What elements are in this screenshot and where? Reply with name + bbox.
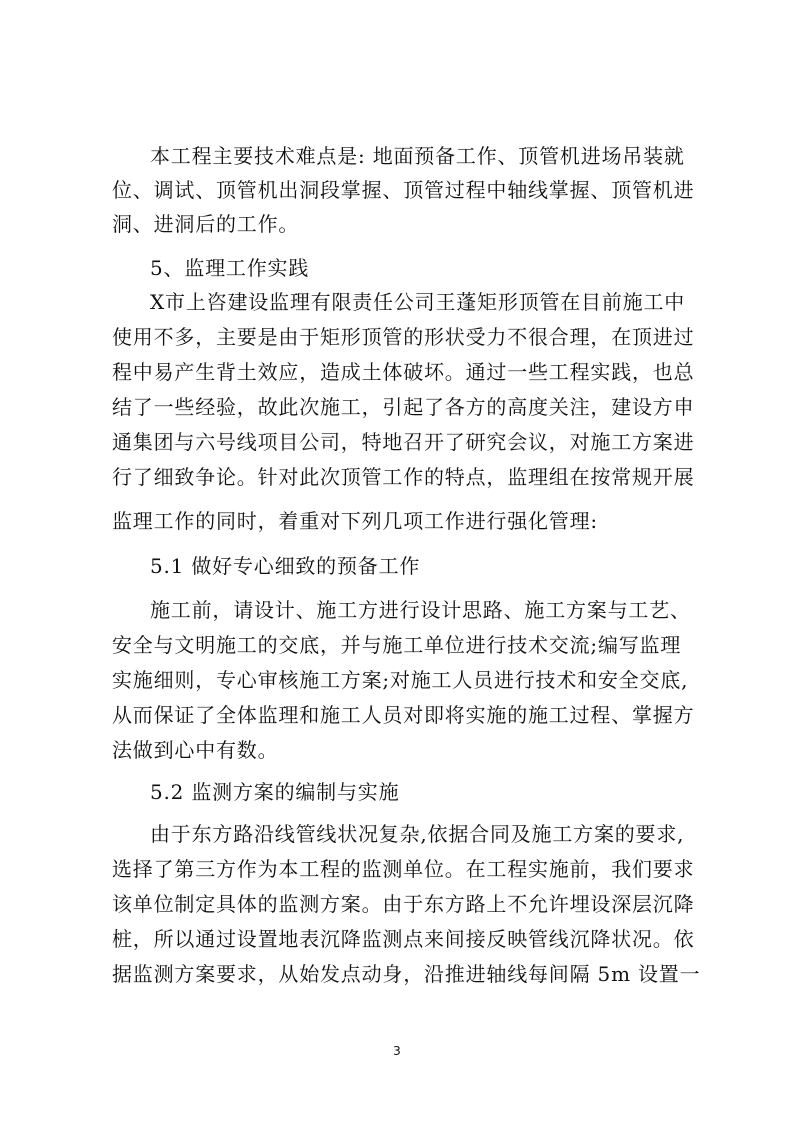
paragraph-line: 选择了第三方作为本工程的监测单位。在工程实施前，我们要求 bbox=[112, 857, 695, 881]
paragraph-line: 从而保证了全体监理和施工人员对即将实施的施工过程、掌握方 bbox=[112, 703, 695, 727]
paragraph-line: 程中易产生背土效应，造成土体破坏。通过一些工程实践，也总 bbox=[112, 360, 695, 384]
paragraph-line: 本工程主要技术难点是: 地面预备工作、顶管机进场吊装就 bbox=[150, 144, 685, 168]
paragraph-line: 使用不多，主要是由于矩形顶管的形状受力不很合理，在顶进过 bbox=[112, 325, 695, 349]
paragraph-line: 桩，所以通过设置地表沉降监测点来间接反映管线沉降状况。依 bbox=[112, 927, 695, 951]
paragraph-line: 结了一些经验，故此次施工，引起了各方的高度关注，建设方申 bbox=[112, 395, 695, 419]
paragraph-line: 据监测方案要求，从始发点动身，沿推进轴线每间隔 5m 设置一 bbox=[112, 962, 701, 986]
paragraph-line: 该单位制定具体的监测方案。由于东方路上不允许埋设深层沉降 bbox=[112, 892, 695, 916]
page-number: 3 bbox=[393, 1044, 401, 1058]
subsection-heading: 5.2 监测方案的编制与实施 bbox=[150, 780, 400, 804]
paragraph-line: 洞、进洞后的工作。 bbox=[112, 212, 300, 236]
paragraph-line: X市上咨建设监理有限责任公司王蓬矩形顶管在目前施工中 bbox=[150, 290, 686, 314]
paragraph-line: 由于东方路沿线管线状况复杂,依据合同及施工方案的要求, bbox=[150, 822, 685, 846]
paragraph-line: 行了细致争论。针对此次顶管工作的特点，监理组在按常规开展 bbox=[112, 465, 695, 489]
paragraph-line: 位、调试、顶管机出洞段掌握、顶管过程中轴线掌握、顶管机进 bbox=[112, 178, 695, 202]
paragraph-line: 安全与文明施工的交底，并与施工单位进行技术交流;编写监理 bbox=[112, 633, 682, 657]
paragraph-line: 法做到心中有数。 bbox=[112, 738, 279, 762]
paragraph-line: 施工前，请设计、施工方进行设计思路、施工方案与工艺、 bbox=[150, 598, 691, 622]
section-heading: 5、监理工作实践 bbox=[150, 256, 310, 280]
paragraph-line: 监理工作的同时，着重对下列几项工作进行强化管理: bbox=[112, 509, 598, 533]
paragraph-line: 实施细则，专心审核施工方案;对施工人员进行技术和安全交底, bbox=[112, 668, 689, 692]
paragraph-line: 通集团与六号线项目公司，特地召开了研究会议，对施工方案进 bbox=[112, 430, 695, 454]
subsection-heading: 5.1 做好专心细致的预备工作 bbox=[150, 554, 421, 578]
